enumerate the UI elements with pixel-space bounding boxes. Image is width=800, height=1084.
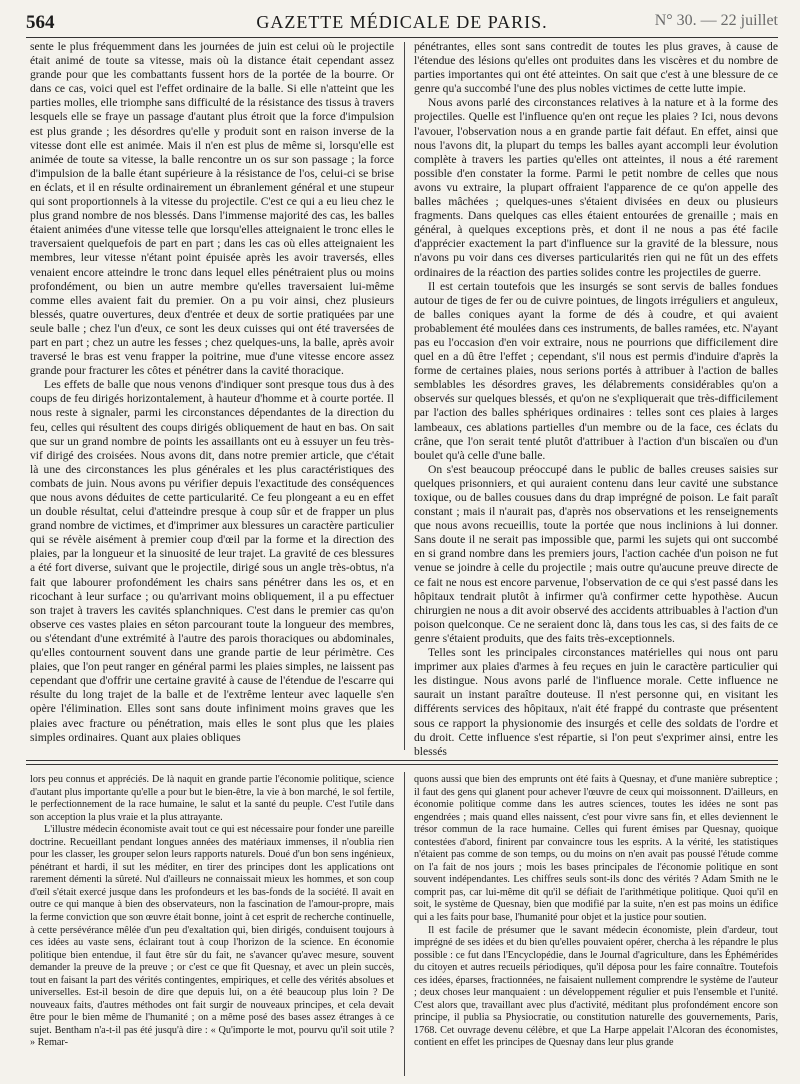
paragraph: pénétrantes, elles sont sans contredit de toutes les plus graves, à cause de l'étendue des lésions qu'elles ont produites dans les viscères et du nombre de parties importantes qui ont été atteintes. On sait que c'est à une blessure de ce genre qu'a succombé l'une des plus nobles victimes de cette lutte impie. xyxy=(414,40,778,96)
paragraph: On s'est beaucoup préoccupé dans le public de balles creuses saisies sur quelques prisonniers, et qui auraient contenu dans leur cavité une substance toxique, ou de balles cousues dans du drap imprégné de poison. Le fait paraît constant ; mais il n'aurait pas, d'après nos observations et les renseignements que nous avons recueillis, toute la portée que nous inclinions à lui donner. Sans doute il ne serait pas impossible que, parmi les sujets qui ont succombé en si grand nombre dans les premiers jours, l'action cachée d'un poison ne fut venue se joindre à celle du projectile ; mais outre qu'aucune preuve directe de ce fait ne nous est encore parvenue, l'observation de ce qui s'est passé dans les hôpitaux tendrait plutôt à infirmer qu'à confirmer cette hypothèse. Aucun chirurgien ne nous a dit avoir observé des accidents attribuables à l'action d'un poison quelconque. Ce ne seraient donc là, dans tous les cas, si des faits de ce genre s'étaient produits, que des faits très-exceptionnels. xyxy=(414,462,778,645)
journal-title: GAZETTE MÉDICALE DE PARIS. xyxy=(256,12,548,32)
issue-date: N° 30. — 22 juillet xyxy=(654,12,778,29)
lower-left-column xyxy=(30,774,394,1074)
upper-left-column xyxy=(30,40,394,750)
page-number: 564 xyxy=(26,12,55,33)
column-divider-lower xyxy=(404,772,405,1076)
paragraph: Les effets de balle que nous venons d'indiquer sont presque tous dus à des coups de feu dirigés horizontalement, à hauteur d'homme et à courte portée. Il nous reste à signaler, parmi les circonstances dépendantes de la direction du feu, celles qui résultent des coups dirigés obliquement de haut en bas. On sait que sur un grand nombre de points les assaillants ont eu à essuyer un feu très-vif dirigé des croisées. Nous avons dit, dans notre premier article, que c'était là une des circonstances les plus générales et les plus caractéristiques des combats de juin. Nous avons pu vérifier depuis l'exactitude des conséquences que nous avons déduites de cette particularité. Ce feu plongeant a eu en effet un double résultat, celui d'atteindre presque à coup sûr et de frapper un plus grand nombre de victimes, et d'imprimer aux blessures un caractère particulier qui se révèle aisément à premier coup d'œil par la forme et la direction des plaies, par la longueur et la sinuosité de leur trajet. La gravité de ces blessures a été fort diverse, suivant que le projectile, dirigé sous un angle très-obtus, n'a fait que labourer profondément les chairs sans pénétrer dans les os, et en ricochant à leur surface ; ou qu'arrivant moins obliquement, il a pu effectuer son trajet à travers les cavités splanchniques. C'est dans le premier cas qu'on observe ces vastes plaies en séton parcourant toute la longueur des membres, ou s'étendant d'une extrémité à l'autre des parois thoraciques ou abdominales, qu'elles contournent souvent dans une grande partie de leur périmètre. Ces plaies, que l'on peut ranger en général parmi les plaies simples, ne laissent pas cependant que d'offrir une certaine gravité à cause de l'étendue de l'escarre qui résulte du long trajet de la balle et de l'extrême lenteur avec laquelle s'en opère l'élimination. Elles sont sans doute infiniment moins graves que les plaies avec fracture ou pénétration, mais elles le sont plus que les plaies simples ordinaires. Quant aux plaies obliques xyxy=(30,378,394,744)
page-header xyxy=(26,10,778,36)
feuilleton-rule xyxy=(26,760,778,761)
paragraph: quons aussi que bien des emprunts ont été faits à Quesnay, et d'une manière subreptice ; il faut des gens qui glanent pour achever l'œuvre de ceux qui moissonnent. D'ailleurs, en économie politique comme dans les autres sciences, toutes les idées ne sont pas engendrées ; mais quand elles naissent, c'est pour vivre sans fin, et elles deviennent le trésor commun de la race humaine. Celles qui furent émises par Quesnay, quoique contestées d'abord, finirent par convaincre tous les esprits. A la vérité, les statistiques n'étaient pas comme de son temps, ou du moins on n'en avait pas poussé l'étude comme on l'a fait de nos jours ; mois les bases principales de l'économie politique en sont souvent indépendantes. Les chiffres seuls sont-ils donc des vérités ? Adam Smith ne le comprit pas, car lui-même dit qu'il se défiait de l'arithmétique politique. Quoi qu'il en soit, le système de Quesnay, bien que modifié par la suite, n'en est pas moins un édifice qui a les faits pour base, l'humanité pour objet et la justice pour soutien. xyxy=(414,774,778,924)
paragraph: sente le plus fréquemment dans les journées de juin est celui où le projectile était animé de toute sa vitesse, mais où la distance était cependant assez grande pour que les combattants fussent hors de la portée de la bourre. Or dans ce cas, voici quel est l'effet ordinaire de la balle. Si elle n'atteint que les parties molles, elle triomphe sans difficulté de la résistance des tissus à travers lesquels elle se fraye un passage d'autant plus étroit que la force d'impulsion est plus grande ; les désordres qu'elle y produit sont en raison inverse de la vitesse dont elle est animée. Mais il n'en est plus de même si, lorsqu'elle est animée de toute sa vitesse, la balle rencontre un os sur son passage ; la force d'impulsion de la balle étant supérieure à la résistance de l'os, celui-ci se brise en éclats, et il en résulte ordinairement un ébranlement général et une stupeur qui sont proportionnels à la vitesse du projectile. C'est ce qui a eu lieu chez le plus grand nombre de nos blessés. Dans l'immense majorité des cas, les balles étaient animées d'une vitesse telle que lorsqu'elles atteignaient le tronc elles le traversaient quelquefois de part en part ; dans les cas où elles atteignaient les membres, leur vitesse n'étant point épuisée après les avoir traversés, elles venaient encore atteindre le tronc dans lequel elles pénétraient plus ou moins profondément, ou bien un autre membre qu'elles traversaient lui-même comme elles avaient fait du premier. On a pu voir ainsi, chez plusieurs blessés, quatre ouvertures, deux d'entrée et deux de sortie pratiquées par une seule balle ; chez l'un d'eux, ce sont les deux cuisses qui ont été traversées de part en part ; chez un autre les fesses ; chez quelques-uns, la balle, après avoir traversé le bras est venu frapper la poitrine, mue d'une vitesse encore assez grande pour fracturer les côtes et pénétrer dans la cavité thoracique. xyxy=(30,40,394,378)
paragraph: lors peu connus et appréciés. De là naquit en grande partie l'économie politique, science d'autant plus importante qu'elle a pour but le bien-être, la vie à bon marché, le sol fertile, le perfectionnement de la race humaine, le salut et la santé du peuple. C'est l'utile dans son acception la plus vraie et la plus attrayante. xyxy=(30,774,394,823)
paragraph: Il est facile de présumer que le savant médecin économiste, plein d'ardeur, tout imprégné de ses idées et du bien qu'elles pouvaient opérer, chercha à les répandre le plus possible : ce fut dans l'Encyclopédie, dans le Journal d'agriculture, dans les Éphémérides du citoyen et autres recueils périodiques, qu'il déposa pour les faire connaître. Toutefois ces idées, éparses, fractionnées, ne faisaient nullement comprendre le système de l'auteur ; deux choses leur manquaient : un développement régulier et puis l'ensemble et l'unité. C'est alors que, travaillant avec plus d'activité, méditant plus profondément encore son principe, il publia sa Physiocratie, ou constitution naturelle des gouvernements, Paris, 1768. Cet ouvrage devenu célèbre, et que La Harpe appelait l'Alcoran des économistes, contient en effet les principes de Quesnay dans leur plus grande xyxy=(414,924,778,1049)
lower-right-column xyxy=(414,774,778,1074)
paragraph: Nous avons parlé des circonstances relatives à la nature et à la forme des projectiles. Quelle est l'influence qu'en ont reçue les plaies ? Ici, nous devons l'avouer, l'observation nous a en grande partie fait défaut. En effet, ainsi que nous l'avons dit, la plupart du temps les balles ayant accompli leur évolution complète à travers les parties qu'elles ont atteintes, il nous a été rarement possible d'en constater la forme. Parmi le petit nombre de celles que nous avons vu extraire, la plupart offraient l'apparence de ce qu'on appelle des balles mâchées ; quelques-unes s'étaient divisées en deux ou plusieurs fragments. Dans quelques cas elles étaient entourées de grenaille ; mais en général, à quelques exceptions près, et dont il ne nous a pas été facile d'apprécier exactement la part d'influence sur la gravité de la blessure, nous n'avons pu voir dans ces diverses particularités rien qui ne fût un des effets ordinaires de la réaction des parties solides contre les projectiles de guerre. xyxy=(414,96,778,279)
paragraph: L'illustre médecin économiste avait tout ce qui est nécessaire pour fonder une pareille doctrine. Recueillant pendant longues années des matériaux immenses, il n'oublia rien pour les classer, les grouper selon leurs rapports naturels. Doué d'un bon sens ingénieux, pénétrant et hardi, il sut les méditer, en tirer des principes dont les applications ont rarement démenti la sûreté. Nul d'ailleurs ne connaissait mieux les hommes, et son coup d'œil s'était exercé jusque dans les profondeurs et les bas-fonds de la société. Il avait en outre ce qui manque à bien des observateurs, non la fascination de l'amour-propre, mais la ferme conviction que son œuvre était bonne, joint à cet esprit de recherche continuelle, à cette persévérance mêlée d'un peu d'exaltation qui, bien dirigés, conduisent toujours à ces idées au vaste sens, éclairant tout à coup l'horizon de la science. En économie politique bien entendue, il faut être sûr du fait, ne s'avancer qu'avec mesure, souvent demander la preuve de la preuve ; or c'est ce que fit Quesnay, et avec un plein succès, tout en faisant la part des vérités contingentes, empiriques, et celle des vérités absolues et universelles. Est-il besoin de dire que depuis lui, on a été beaucoup plus loin ? De nouveaux faits, d'autres méthodes ont fait surgir de nouveaux principes, et cela devait être pour le bien même de l'humanité ; on a même posé des bases assez étranges à ce sujet. Bentham n'a-t-il pas été jusqu'à dire : « Qu'importe le mot, pourvu qu'il soit utile ? » Remar- xyxy=(30,824,394,1049)
upper-right-column xyxy=(414,40,778,758)
paragraph: Telles sont les principales circonstances matérielles qui nous ont paru imprimer aux plaies d'armes à feu reçues en juin le caractère particulier qui les distingue. Nous avons parlé de l'influence morale. Cette influence ne saurait un instant paraître douteuse. Il n'est personne qui, en visitant les différents services des hôpitaux, n'ait été frappé du contraste que présentent sous ce rapport la physionomie des insurgés et celle des soldats de l'ordre et du droit. Cette influence s'est répartie, si l'on peut s'exprimer ainsi, entre les blessés xyxy=(414,646,778,758)
feuilleton-rule-double xyxy=(26,764,778,765)
paragraph: Il est certain toutefois que les insurgés se sont servis de balles fondues autour de tiges de fer ou de cuivre pointues, de lingots irréguliers et anguleux, de balles coniques ayant la forme de dés à coudre, et qui avaient probablement été moulées dans ces instruments, de balles ramées, etc. N'ayant pas eu l'occasion d'en voir extraire, nous ne pourrions que difficilement dire quel en a dû être l'effet ; cependant, s'il nous est permis d'induire d'après la forme de certaines plaies, nous serions portés à attribuer à l'action de balles semblables les désordres graves, les délabrements considérables qu'on a observés sur quelques blessés, et qu'on ne s'expliquerait que très-difficilement par l'action des balles sphériques ordinaires : telles sont ces plaies à larges lambeaux, ces ablations partielles d'un membre ou de la face, ces éclats du crâne, que l'on serait tenté plutôt d'attribuer à l'action d'un biscaïen ou d'un boulet qu'à celle d'une balle. xyxy=(414,279,778,462)
column-divider-upper xyxy=(404,42,405,750)
header-rule xyxy=(26,37,778,38)
